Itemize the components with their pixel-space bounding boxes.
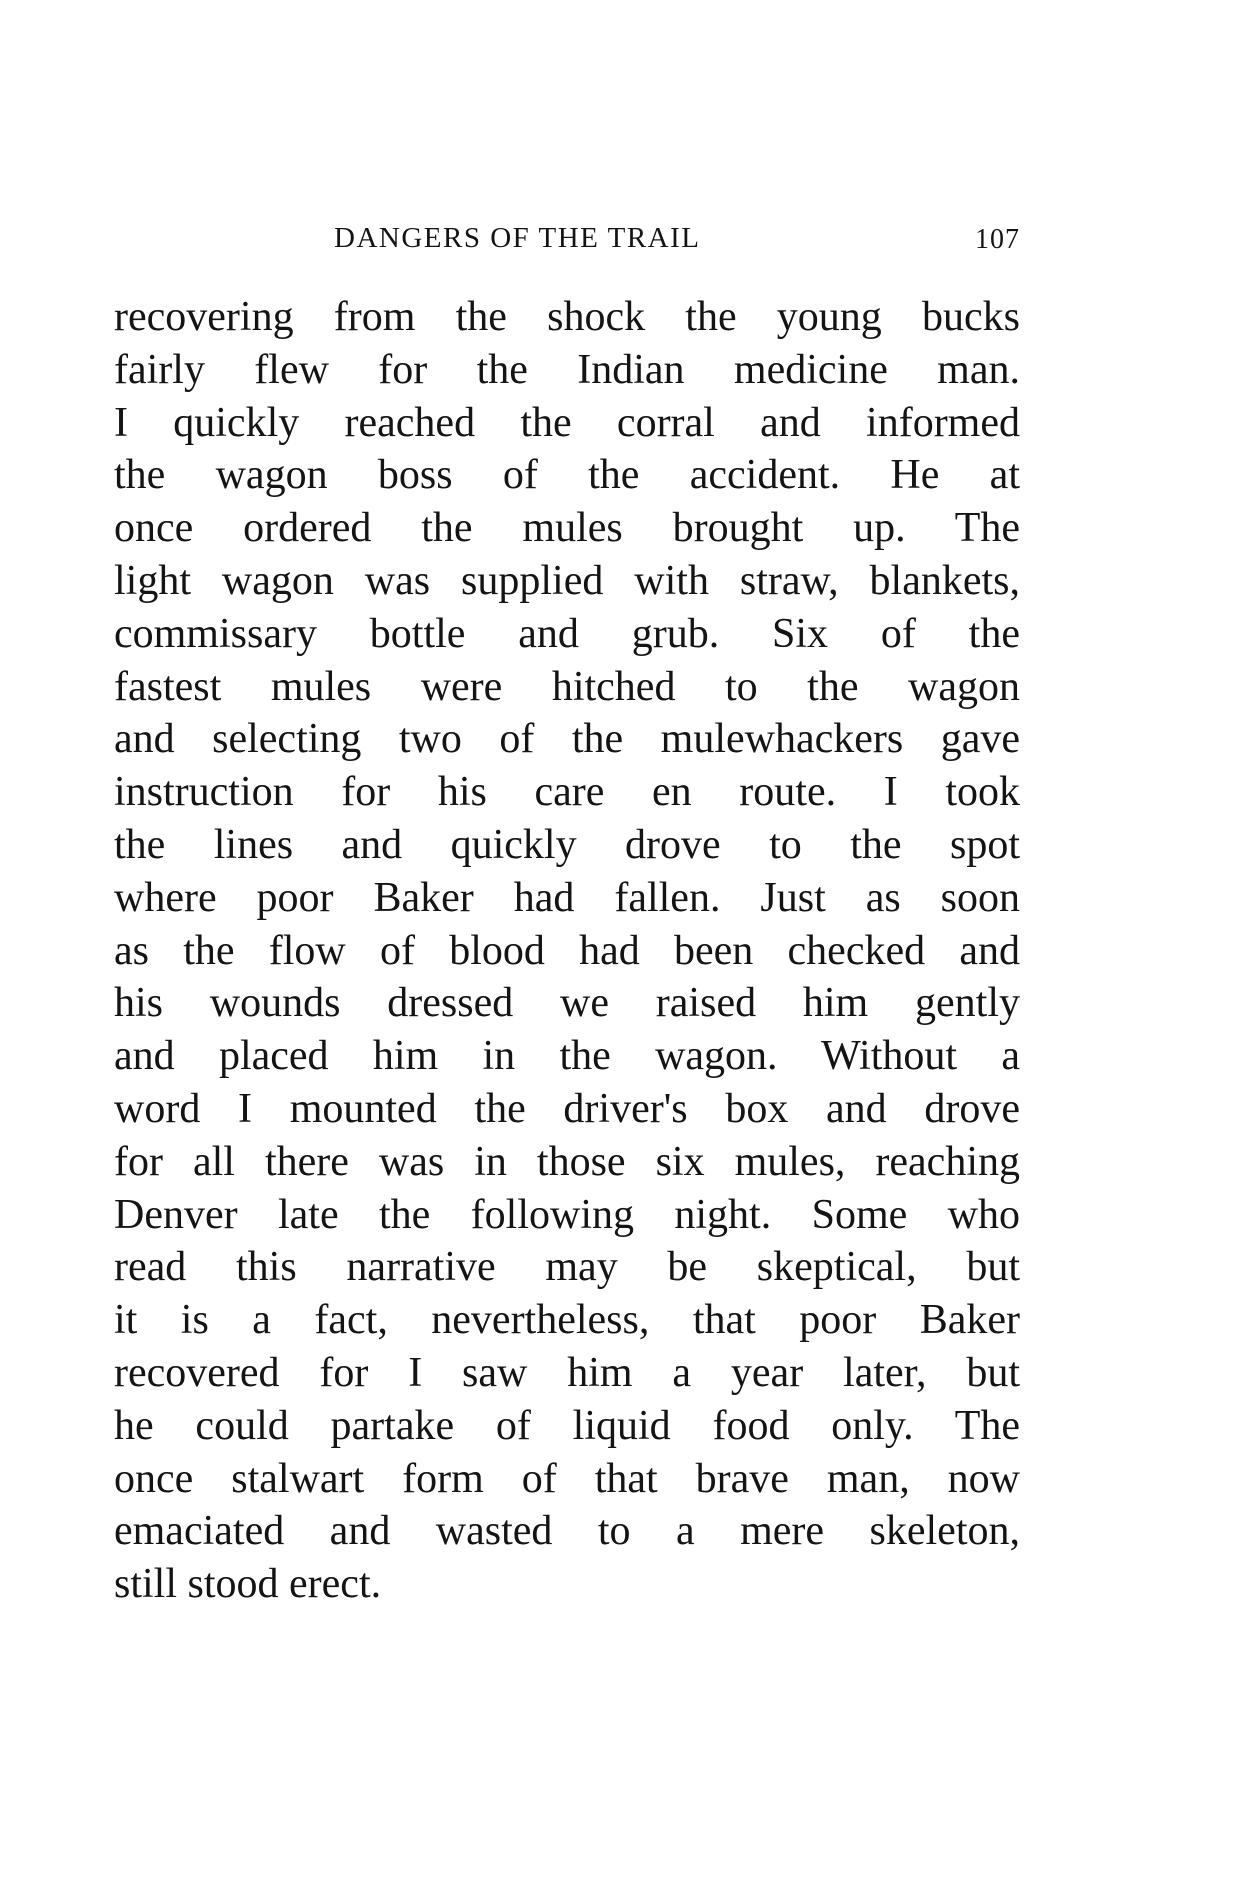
text-line: where poor Baker had fallen. Just as soon: [114, 874, 1020, 921]
text-line: and placed him in the wagon. Without a: [114, 1033, 1020, 1080]
text-line: fairly flew for the Indian medicine man.: [114, 346, 1020, 393]
running-title: DANGERS OF THE TRAIL: [334, 222, 701, 254]
text-line: Denver late the following night. Some who: [114, 1191, 1020, 1238]
text-line: once stalwart form of that brave man, now: [114, 1455, 1020, 1502]
text-line: still stood erect.: [114, 1561, 382, 1608]
text-line: read this narrative may be skeptical, but: [114, 1244, 1020, 1291]
running-head: [112, 222, 1020, 262]
text-line: I quickly reached the corral and informed: [114, 399, 1020, 446]
text-line: commissary bottle and grub. Six of the: [114, 610, 1020, 657]
text-line: word I mounted the driver's box and drove: [114, 1085, 1020, 1132]
text-line: emaciated and wasted to a mere skeleton,: [114, 1508, 1020, 1555]
text-line: for all there was in those six mules, reaching: [114, 1138, 1020, 1185]
page-number: 107: [975, 224, 1020, 255]
text-line: as the flow of blood had been checked and: [114, 927, 1020, 974]
body-text: [114, 291, 1020, 1611]
text-line: his wounds dressed we raised him gently: [114, 980, 1020, 1027]
text-line: once ordered the mules brought up. The: [114, 505, 1020, 552]
text-line: it is a fact, nevertheless, that poor Baker: [114, 1297, 1020, 1344]
text-line: he could partake of liquid food only. The: [114, 1402, 1020, 1449]
text-line: instruction for his care en route. I took: [114, 769, 1020, 816]
text-line: the wagon boss of the accident. He at: [114, 452, 1020, 499]
text-line: fastest mules were hitched to the wagon: [114, 663, 1020, 710]
text-line: light wagon was supplied with straw, blankets,: [114, 557, 1020, 604]
text-line: recovering from the shock the young bucks: [114, 294, 1020, 340]
text-line: recovered for I saw him a year later, but: [114, 1349, 1020, 1396]
text-line: and selecting two of the mulewhackers gave: [114, 716, 1020, 763]
text-line: the lines and quickly drove to the spot: [114, 821, 1020, 868]
